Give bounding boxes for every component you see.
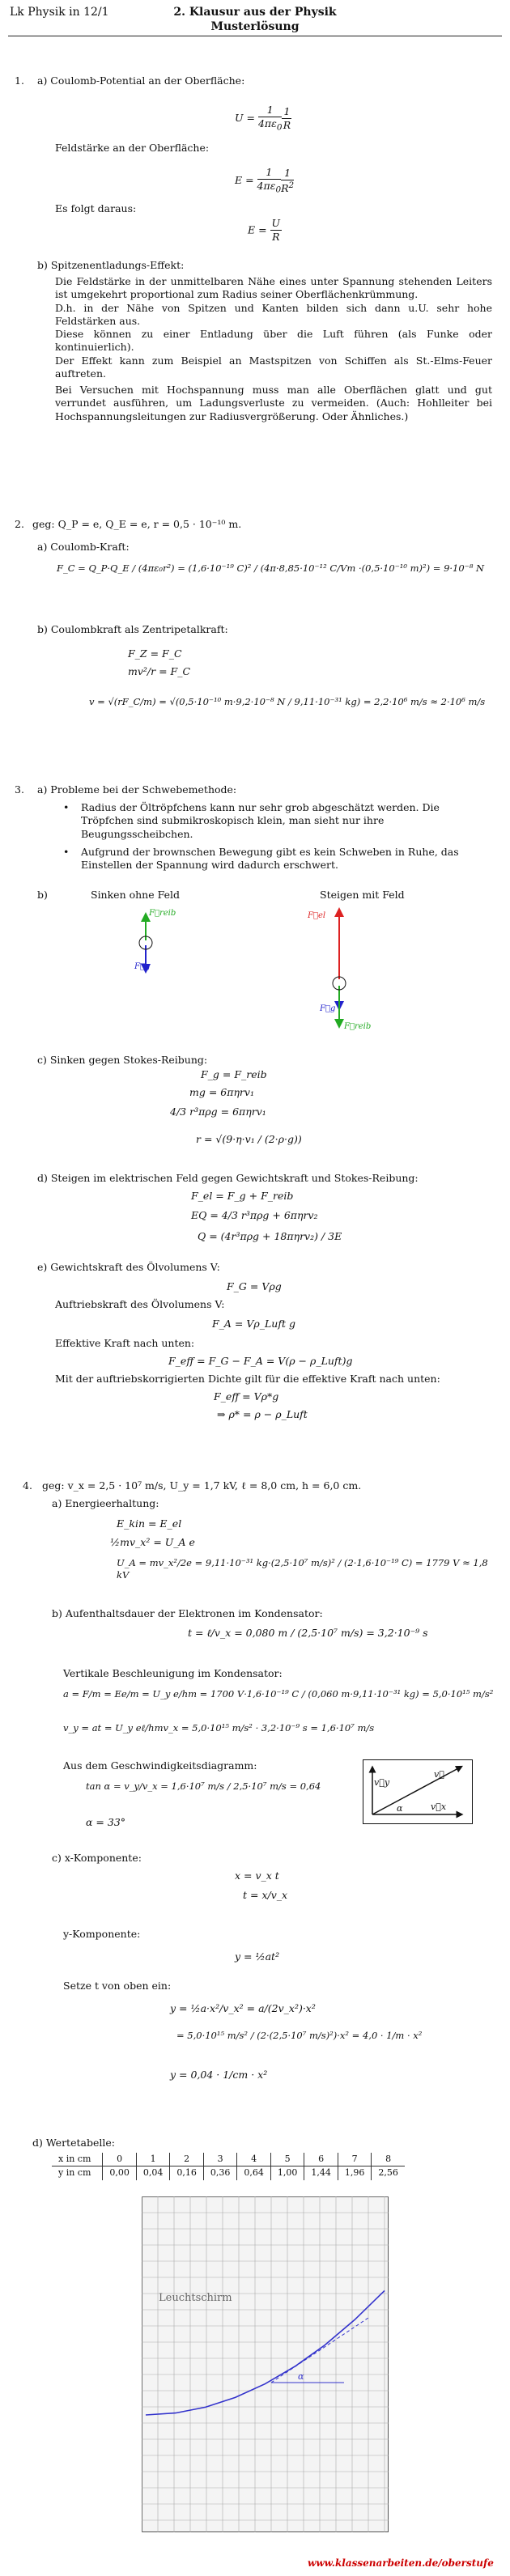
eq-feff: F_eff = F_G − F_A = V(ρ − ρ_Luft)g [168, 1355, 353, 1367]
task-1b-text-4: Der Effekt kann zum Beispiel an Mastspitzen von Schiffen als St.-Elms-Feuer auftreten. [55, 354, 492, 380]
task-3e-label: e) Gewichtskraft des Ölvolumens V: [37, 1261, 220, 1273]
alpha-plot-label: α [298, 2371, 304, 2382]
task-2-number: 2. [15, 518, 24, 530]
f-el-label: F⃗el [308, 911, 326, 920]
y-val: 0,00 [103, 2166, 137, 2180]
task-2-given: geg: Q_P = e, Q_E = e, r = 0,5 · 10⁻¹⁰ m. [32, 518, 242, 530]
x-val: 2 [170, 2153, 204, 2166]
eq-mg: mg = 6πηrv₁ [189, 1086, 254, 1098]
eq-y-final: y = 0,04 · 1/cm · x² [170, 2069, 268, 2081]
eq-q: Q = (4r³πρg + 18πηrv₂) / 3E [198, 1230, 342, 1242]
task-4b-acc: Vertikale Beschleunigung im Kondensator: [63, 1667, 283, 1679]
task-4-given: geg: v_x = 2,5 · 10⁷ m/s, U_y = 1,7 kV, ℓ = 8,0 cm, h = 6,0 cm. [42, 1479, 362, 1492]
task-3c-label: c) Sinken gegen Stokes-Reibung: [37, 1054, 208, 1066]
trajectory-plot [142, 2196, 389, 2532]
task-1b-label: b) Spitzenentladungs-Effekt: [37, 259, 185, 271]
f-g-label-2: F⃗g [320, 1004, 336, 1013]
task-3a-label: a) Probleme bei der Schwebemethode: [37, 783, 237, 796]
eq-mv2r: mv²/r = F_C [128, 665, 191, 677]
eq-fg-vrhog: F_G = Vρg [227, 1280, 282, 1292]
task-1b-text-3: Diese können zu einer Entladung über die Luft führen (als Funke oder kontinuierlich). [55, 328, 492, 354]
vec-vy-label: v⃗y [374, 1777, 390, 1788]
task-1a-label: a) Coulomb-Potential an der Oberfläche: [37, 74, 245, 87]
vec-vx-label: v⃗x [431, 1802, 447, 1812]
eq-ua: U_A = mv_x²/2e = 9,11·10⁻³¹ kg·(2,5·10⁷ m/s)² / (2·1,6·10⁻¹⁹ C) = 1779 V ≈ 1,8 kV [117, 1557, 488, 1581]
y-val: 0,36 [203, 2166, 237, 2180]
page-title [170, 5, 340, 34]
task-2a-label: a) Coulomb-Kraft: [37, 541, 130, 553]
table-row-y [52, 2166, 405, 2180]
course-label: Lk Physik in 12/1 [10, 6, 109, 19]
eq-fa: F_A = Vρ_Luft g [212, 1318, 295, 1330]
y-val: 0,16 [170, 2166, 204, 2180]
eq-y-sub: y = ½a·x²/v_x² = a/(2v_x²)·x² [170, 2002, 316, 2014]
task-3e-auftrieb: Auftriebskraft des Ölvolumens V: [55, 1298, 225, 1310]
f-reib-label-1: F⃗reib [149, 909, 176, 918]
x-val: 6 [304, 2153, 338, 2166]
bullet-2: • Aufgrund der brownschen Bewegung gibt es kein Schweben in Ruhe, das Einstellen der Spannung wird dadurch erschwert. [63, 845, 459, 871]
eq-tan-alpha: tan α = v_y/v_x = 1,6·10⁷ m/s / 2,5·10⁷ m/s = 0,64 [86, 1780, 321, 1792]
exam-subtitle: Musterlösung [210, 20, 300, 34]
bullet-2-text: Aufgrund der brownschen Bewegung gibt es kein Schweben in Ruhe, das Einstellen der Spannung wird dadurch erschwert. [81, 845, 459, 871]
x-val: 4 [237, 2153, 271, 2166]
value-table [52, 2153, 405, 2180]
x-val: 7 [338, 2153, 372, 2166]
eq-vy: v_y = at = U_y eℓ/hmv_x = 5,0·10¹⁵ m/s² · 3,2·10⁻⁹ s = 1,6·10⁷ m/s [63, 1722, 375, 1734]
task-1b-text-2: D.h. in der Nähe von Spitzen und Kanten bilden sich dann u.U. sehr hohe Feldstärken aus. [55, 301, 492, 327]
task-2b-label: b) Coulombkraft als Zentripetalkraft: [37, 623, 228, 635]
task-4c-y: y-Komponente: [63, 1928, 141, 1940]
eq-t-xv: t = x/v_x [243, 1889, 288, 1901]
task-4a-label: a) Energieerhaltung: [52, 1497, 159, 1509]
eq-eq: EQ = 4/3 r³πρg + 6πηrv₂ [191, 1209, 318, 1221]
task-4c-setze: Setze t von oben ein: [63, 1980, 172, 1992]
y-val: 1,96 [338, 2166, 372, 2180]
task-3d-label: d) Steigen im elektrischen Feld gegen Gewichtskraft und Stokes-Reibung: [37, 1172, 419, 1184]
y-val: 0,64 [237, 2166, 271, 2180]
task-4-number: 4. [23, 1479, 32, 1492]
task-1-number: 1. [15, 74, 24, 87]
velocity-diagram [363, 1759, 473, 1824]
task-1b-text-5: Bei Versuchen mit Hochspannung muss man alle Oberflächen glatt und gut verrundet ausführen, um Ladungsverluste zu vermeiden. (Auch: Hohlleiter bei Hochspannungsleitungen zur Radiusvergrößerung. Oder Ähnliches.) [55, 384, 492, 422]
eq-alpha: α = 33° [86, 1816, 126, 1828]
vec-v-label: v⃗ [434, 1769, 444, 1780]
alpha-label: α [397, 1803, 403, 1814]
table-row-x [52, 2153, 405, 2166]
eq-ekin-eel: E_kin = E_el [117, 1517, 182, 1530]
f-g-label-1: F⃗g [134, 962, 151, 971]
y-val: 1,44 [304, 2166, 338, 2180]
footer-url: www.klassenarbeiten.de/oberstufe [308, 2557, 494, 2569]
eq-radius: r = √(9·η·v₁ / (2·ρ·g)) [196, 1133, 302, 1145]
row-label-x: x in cm [52, 2153, 103, 2166]
row-label-y: y in cm [58, 2167, 91, 2179]
task-1b-text [55, 275, 492, 423]
task-3e-effektiv: Effektive Kraft nach unten: [55, 1337, 195, 1349]
bullet-1: • Radius der Öltröpfchens kann nur sehr grob abgeschätzt werden. Die Tröpfchen sind submikroskopisch klein, man sieht nur ihre Beugungsscheibchen. [63, 801, 440, 840]
eq-fel: F_el = F_g + F_reib [191, 1190, 294, 1202]
f-reib-label-2: F⃗reib [344, 1022, 372, 1031]
eq-e-u-r: E = $\frac{U}{R}$ [248, 217, 281, 244]
task-3e-mit: Mit der auftriebskorrigierten Dichte gilt für die effektive Kraft nach unten: [55, 1373, 440, 1385]
task-1b-text-1: Die Feldstärke in der unmittelbaren Nähe eines unter Spannung stehenden Leiters ist umgekehrt proportional zum Radius seiner Oberflächenkrümmung. [55, 275, 492, 301]
sinking-title: Sinken ohne Feld [91, 889, 180, 901]
x-val: 1 [136, 2153, 170, 2166]
task-3-number: 3. [15, 783, 24, 796]
y-val: 1,00 [270, 2166, 304, 2180]
bullet-1-text: Radius der Öltröpfchens kann nur sehr grob abgeschätzt werden. Die Tröpfchen sind submikroskopisch klein, man sieht nur ihre Beugungsscheibchen. [81, 801, 440, 840]
x-val: 8 [372, 2153, 405, 2166]
exam-title: 2. Klausur aus der Physik [173, 6, 337, 19]
eq-potential: U = $\frac{1}{4\pi\varepsilon_0}$ $\frac{1}{R}$ [235, 104, 291, 133]
task-1a-follows: Es folgt daraus: [55, 202, 137, 214]
y-val: 0,04 [136, 2166, 170, 2180]
eq-feff-star: F_eff = Vρ*g [214, 1390, 279, 1403]
rising-title: Steigen mit Feld [320, 889, 405, 901]
x-val: 0 [103, 2153, 137, 2166]
task-3b-label: b) [37, 889, 48, 901]
eq-x-vt: x = v_x t [235, 1869, 279, 1882]
eq-y-num: = 5,0·10¹⁵ m/s² / (2·(2,5·10⁷ m/s)²)·x² = 4,0 · 1/m · x² [176, 2030, 423, 2041]
eq-half-mv2: ½mv_x² = U_A e [110, 1536, 195, 1548]
x-val: 5 [270, 2153, 304, 2166]
y-val: 2,56 [372, 2166, 405, 2180]
task-4c-label: c) x-Komponente: [52, 1852, 142, 1864]
eq-acceleration: a = F/m = Ee/m = U_y e/hm = 1700 V·1,6·10⁻¹⁹ C / (0,060 m·9,11·10⁻³¹ kg) = 5,0·10¹⁵ m/s² [63, 1688, 494, 1700]
eq-y-at2: y = ½at² [235, 1950, 280, 1963]
task-1a-field: Feldstärke an der Oberfläche: [55, 142, 210, 154]
eq-rho-star: ⇒ ρ* = ρ − ρ_Luft [217, 1408, 308, 1420]
eq-fg-freib: F_g = F_reib [201, 1068, 267, 1080]
eq-coulomb-force: F_C = Q_P·Q_E / (4πε₀r²) = (1,6·10⁻¹⁹ C)² / (4π·8,85·10⁻¹² C/Vm ·(0,5·10⁻¹⁰ m)²) = 9·10⁻⁸ N [57, 562, 485, 574]
eq-time: t = ℓ/v_x = 0,080 m / (2,5·10⁷ m/s) = 3,2·10⁻⁹ s [188, 1627, 428, 1639]
eq-fz-fc: F_Z = F_C [128, 647, 182, 660]
eq-volume: 4/3 r³πρg = 6πηrv₁ [170, 1106, 266, 1118]
task-4b-label: b) Aufenthaltsdauer der Elektronen im Kondensator: [52, 1607, 323, 1619]
eq-velocity: v = √(rF_C/m) = √(0,5·10⁻¹⁰ m·9,2·10⁻⁸ N / 9,11·10⁻³¹ kg) = 2,2·10⁶ m/s ≈ 2·10⁶ m/s [89, 696, 486, 707]
task-4b-diagram-text: Aus dem Geschwindigkeitsdiagramm: [63, 1759, 257, 1772]
task-4d-label: d) Wertetabelle: [32, 2137, 115, 2149]
screen-label: Leuchtschirm [159, 2292, 232, 2304]
eq-field: E = $\frac{1}{4\pi\varepsilon_0}$ $\frac{1}{R^2}$ [235, 166, 295, 195]
task-3a-bullets [63, 801, 492, 872]
x-val: 3 [203, 2153, 237, 2166]
